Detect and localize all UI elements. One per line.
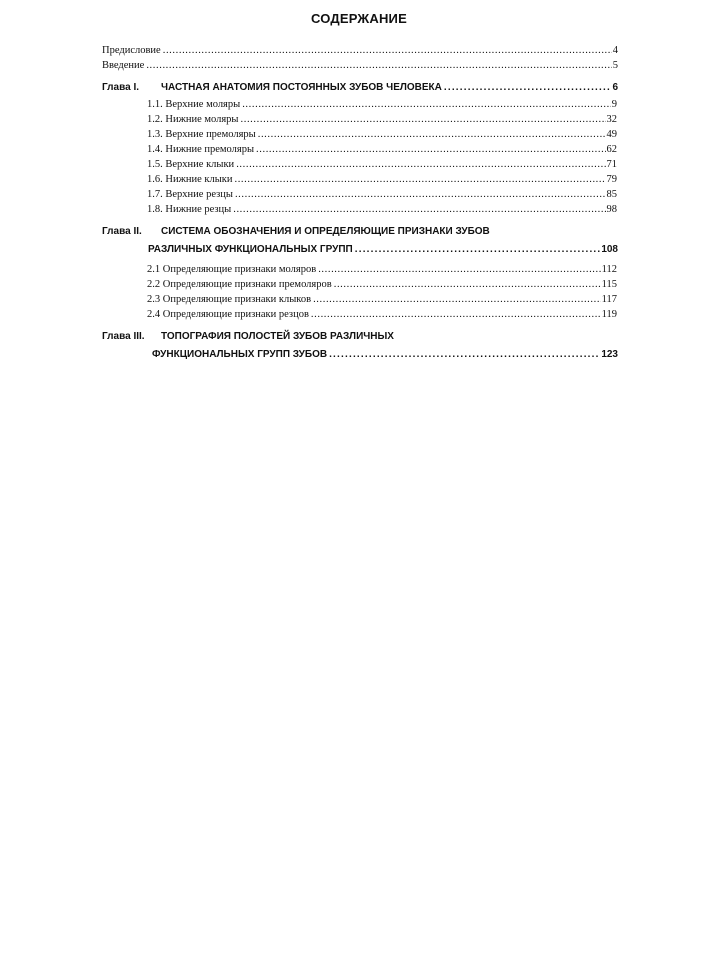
chapter-number: Глава III. xyxy=(102,331,145,342)
chapter-title: ТОПОГРАФИЯ ПОЛОСТЕЙ ЗУБОВ РАЗЛИЧНЫХ xyxy=(161,331,394,342)
toc-entry-page: 112 xyxy=(601,264,617,275)
chapter-title: ЧАСТНАЯ АНАТОМИЯ ПОСТОЯННЫХ ЗУБОВ ЧЕЛОВЕКА xyxy=(161,82,442,93)
toc-entry-label: 2.2 Определяющие признаки премоляров xyxy=(147,279,332,290)
toc-entry-page: 108 xyxy=(601,244,618,255)
toc-entry-2-4 xyxy=(147,307,617,322)
toc-entry-1-4 xyxy=(147,142,617,157)
leader-dots xyxy=(241,112,606,127)
toc-entry-page: 79 xyxy=(606,174,617,185)
leader-dots xyxy=(234,172,605,187)
toc-entry-introduction xyxy=(102,58,618,73)
chapter-title-continued: ФУНКЦИОНАЛЬНЫХ ГРУПП ЗУБОВ xyxy=(152,349,328,360)
toc-entry-label: 1.8. Нижние резцы xyxy=(147,204,232,215)
toc-chapter-1 xyxy=(102,80,618,95)
toc-entry-label: 2.1 Определяющие признаки моляров xyxy=(147,264,317,275)
leader-dots xyxy=(233,202,605,217)
leader-dots xyxy=(329,347,600,362)
leader-dots xyxy=(313,292,601,307)
toc-entry-label: 1.1. Верхние моляры xyxy=(147,99,241,110)
toc-entry-page: 49 xyxy=(606,129,617,140)
toc-entry-page: 9 xyxy=(611,99,617,110)
toc-entry-page: 62 xyxy=(606,144,617,155)
toc-entry-label: 2.3 Определяющие признаки клыков xyxy=(147,294,312,305)
toc-entry-page: 5 xyxy=(612,60,618,71)
chapter-title: СИСТЕМА ОБОЗНАЧЕНИЯ И ОПРЕДЕЛЯЮЩИЕ ПРИЗНАКИ ЗУБОВ xyxy=(161,226,490,237)
leader-dots xyxy=(242,97,611,112)
toc-entry-1-2 xyxy=(147,112,617,127)
leader-dots xyxy=(444,80,612,95)
toc-entry-label: Предисловие xyxy=(102,45,161,56)
page-title: СОДЕРЖАНИЕ xyxy=(311,11,407,26)
toc-entry-page: 115 xyxy=(601,279,617,290)
leader-dots xyxy=(355,242,601,257)
leader-dots xyxy=(163,43,612,58)
toc-chapter-3-line-1 xyxy=(102,329,394,344)
toc-entry-label: Введение xyxy=(102,60,145,71)
leader-dots xyxy=(334,277,601,292)
toc-entry-label: 1.4. Нижние премоляры xyxy=(147,144,255,155)
toc-entry-label: 1.2. Нижние моляры xyxy=(147,114,239,125)
chapter-title-continued: РАЗЛИЧНЫХ ФУНКЦИОНАЛЬНЫХ ГРУПП xyxy=(148,244,353,255)
leader-dots xyxy=(235,187,606,202)
toc-entry-label: 2.4 Определяющие признаки резцов xyxy=(147,309,309,320)
toc-entry-2-3 xyxy=(147,292,617,307)
toc-entry-page: 117 xyxy=(601,294,617,305)
toc-entry-preface xyxy=(102,43,618,58)
toc-entry-page: 32 xyxy=(606,114,617,125)
toc-entry-2-2 xyxy=(147,277,617,292)
toc-chapter-2-line-2 xyxy=(148,242,618,257)
leader-dots xyxy=(311,307,601,322)
toc-entry-label: 1.7. Верхние резцы xyxy=(147,189,233,200)
toc-chapter-2-line-1 xyxy=(102,224,490,239)
leader-dots xyxy=(146,58,611,73)
toc-entry-1-8 xyxy=(147,202,617,217)
toc-entry-page: 85 xyxy=(606,189,617,200)
toc-entry-label: 1.5. Верхние клыки xyxy=(147,159,235,170)
toc-entry-label: 1.6. Нижние клыки xyxy=(147,174,233,185)
toc-entry-page: 119 xyxy=(601,309,617,320)
toc-entry-1-7 xyxy=(147,187,617,202)
toc-entry-2-1 xyxy=(147,262,617,277)
toc-entry-page: 6 xyxy=(612,82,618,93)
leader-dots xyxy=(236,157,605,172)
toc-entry-page: 4 xyxy=(612,45,618,56)
toc-entry-page: 71 xyxy=(606,159,617,170)
toc-entry-page: 123 xyxy=(601,349,618,360)
toc-entry-page: 98 xyxy=(606,204,617,215)
toc-entry-1-6 xyxy=(147,172,617,187)
leader-dots xyxy=(318,262,600,277)
toc-entry-1-3 xyxy=(147,127,617,142)
leader-dots xyxy=(258,127,606,142)
toc-entry-label: 1.3. Верхние премоляры xyxy=(147,129,256,140)
chapter-number: Глава I. xyxy=(102,82,139,93)
leader-dots xyxy=(256,142,605,157)
toc-entry-1-5 xyxy=(147,157,617,172)
toc-chapter-3-line-2 xyxy=(152,347,618,362)
chapter-number: Глава II. xyxy=(102,226,142,237)
toc-entry-1-1 xyxy=(147,97,617,112)
